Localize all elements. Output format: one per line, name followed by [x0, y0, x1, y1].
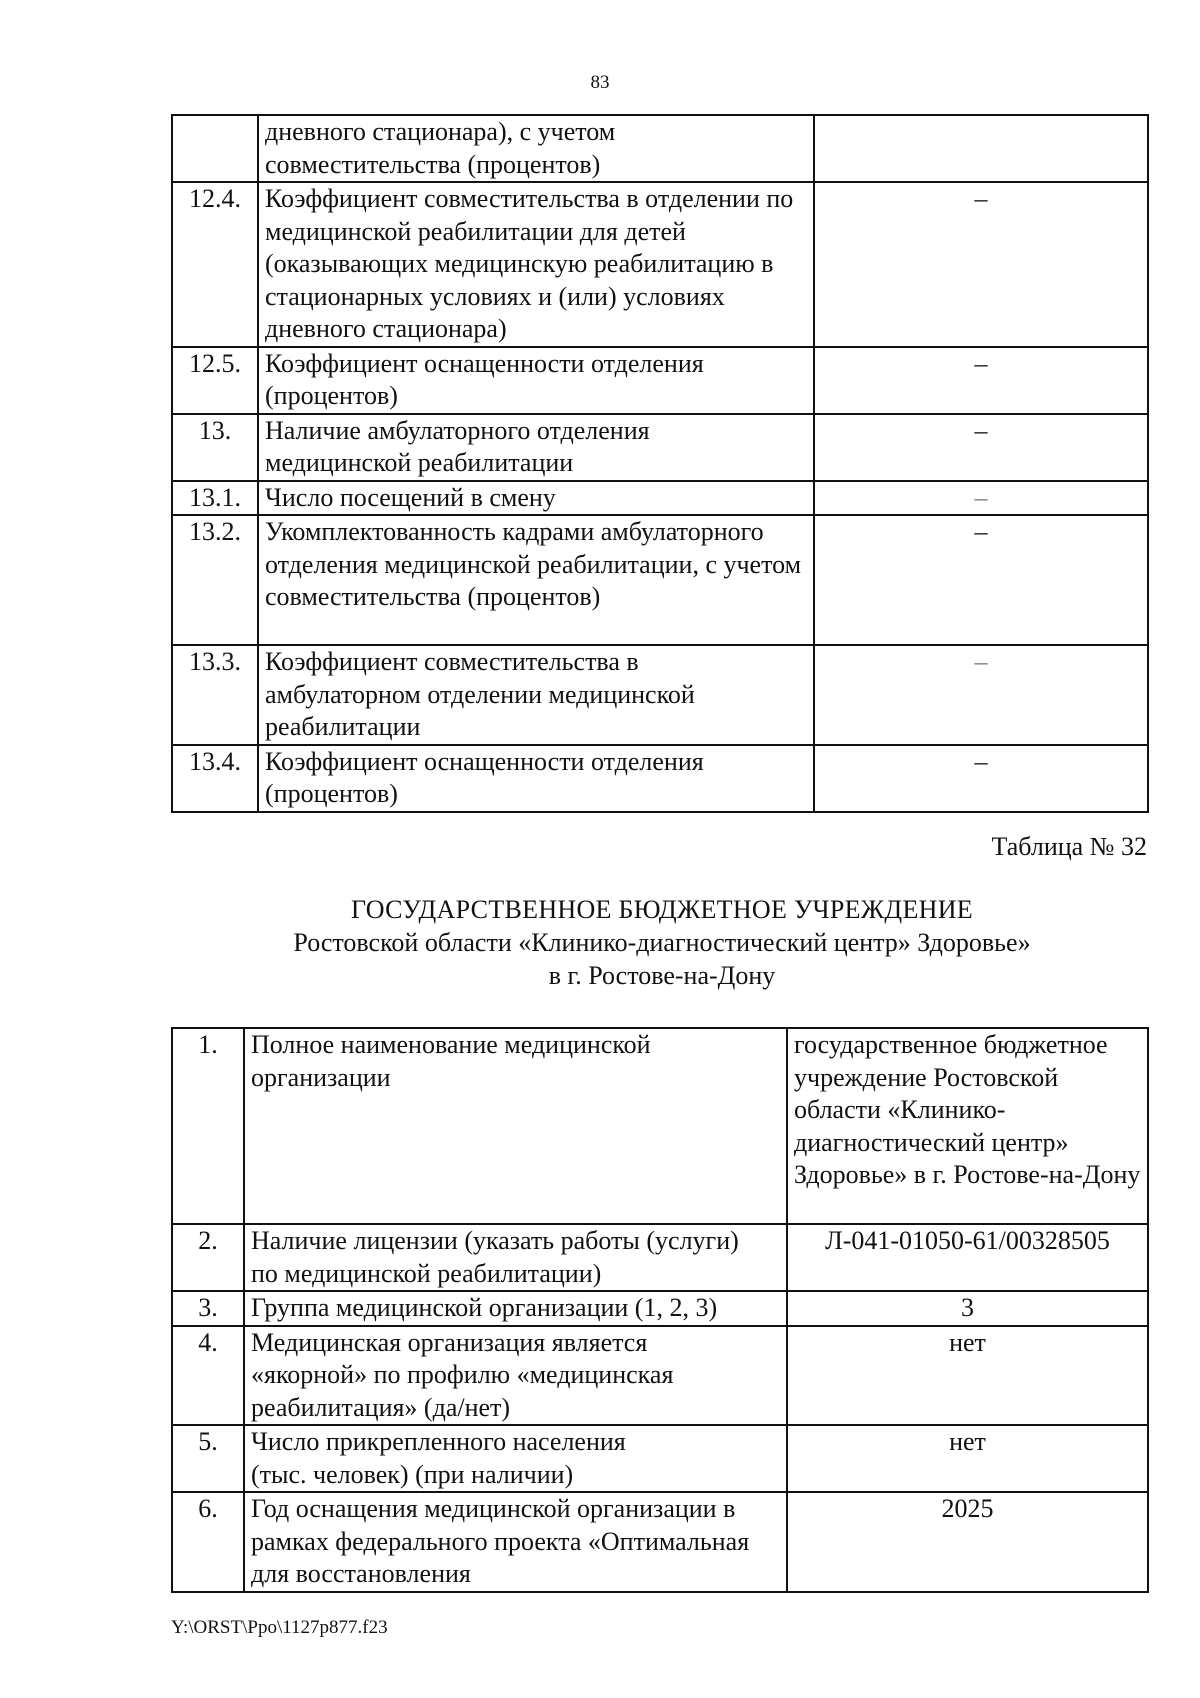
row-value: 2025	[787, 1492, 1148, 1592]
row-text: Коэффициент совместительства в отделении по медицинской реабилитации для детей (оказывающих медицинскую реабилитацию в стационарных условиях и (или) условиях дневного стационара)	[258, 182, 814, 347]
row-value: –	[814, 645, 1148, 745]
table-row	[172, 182, 1148, 347]
row-value: –	[814, 515, 1148, 645]
table-row	[172, 1028, 1148, 1224]
table-row	[172, 1425, 1148, 1492]
table-row	[172, 515, 1148, 645]
row-number: 13.1.	[172, 481, 258, 516]
row-value: –	[814, 745, 1148, 812]
row-text: Группа медицинской организации (1, 2, 3)	[244, 1291, 787, 1326]
row-number: 4.	[172, 1326, 244, 1426]
row-number: 5.	[172, 1425, 244, 1492]
page-number: 83	[590, 72, 610, 93]
row-number: 13.	[172, 414, 258, 481]
row-text: Год оснащения медицинской организации в рамках федерального проекта «Оптимальная для восстановления	[244, 1492, 787, 1592]
table-row	[172, 115, 1148, 182]
continued-table	[171, 114, 1149, 813]
row-text: Число прикрепленного населения (тыс. человек) (при наличии)	[244, 1425, 787, 1492]
organization-table	[171, 1027, 1149, 1593]
row-text: Число посещений в смену	[258, 481, 814, 516]
row-number: 13.3.	[172, 645, 258, 745]
row-value: нет	[787, 1425, 1148, 1492]
row-number: 13.4.	[172, 745, 258, 812]
organization-title-line: ГОСУДАРСТВЕННОЕ БЮДЖЕТНОЕ УЧРЕЖДЕНИЕ	[351, 895, 973, 924]
table-row	[172, 481, 1148, 516]
organization-title-line: Ростовской области «Клинико-диагностический центр» Здоровье»	[293, 928, 1031, 957]
row-value: Л-041-01050-61/00328505	[787, 1224, 1148, 1291]
row-text: Коэффициент оснащенности отделения (процентов)	[258, 745, 814, 812]
row-value: 3	[787, 1291, 1148, 1326]
row-value: нет	[787, 1326, 1148, 1426]
table-row	[172, 414, 1148, 481]
table-row	[172, 745, 1148, 812]
row-value: –	[814, 347, 1148, 414]
row-text: Коэффициент совместительства в амбулаторном отделении медицинской реабилитации	[258, 645, 814, 745]
row-number: 13.2.	[172, 515, 258, 645]
row-number: 12.5.	[172, 347, 258, 414]
row-number: 1.	[172, 1028, 244, 1224]
row-number	[172, 115, 258, 182]
row-text: Наличие амбулаторного отделения медицинской реабилитации	[258, 414, 814, 481]
row-text: Полное наименование медицинской организации	[244, 1028, 787, 1224]
table-caption: Таблица № 32	[991, 832, 1147, 861]
row-text: Медицинская организация является «якорной» по профилю «медицинская реабилитация» (да/нет)	[244, 1326, 787, 1426]
footer-file-path: Y:\ORST\Ppo\1127p877.f23	[171, 1617, 388, 1638]
row-value: государственное бюджетное учреждение Ростовской области «Клинико-диагностический центр» Здоровье» в г. Ростове-на-Дону	[787, 1028, 1148, 1224]
row-value	[814, 115, 1148, 182]
table-row	[172, 1326, 1148, 1426]
table-row	[172, 645, 1148, 745]
organization-title	[0, 893, 1200, 992]
row-text: дневного стационара), с учетом совместительства (процентов)	[258, 115, 814, 182]
row-text: Укомплектованность кадрами амбулаторного отделения медицинской реабилитации, с учетом совместительства (процентов)	[258, 515, 814, 645]
table-row	[172, 347, 1148, 414]
row-value: –	[814, 481, 1148, 516]
row-number: 2.	[172, 1224, 244, 1291]
row-number: 6.	[172, 1492, 244, 1592]
row-number: 3.	[172, 1291, 244, 1326]
row-text: Наличие лицензии (указать работы (услуги) по медицинской реабилитации)	[244, 1224, 787, 1291]
organization-title-line: в г. Ростове-на-Дону	[548, 961, 776, 990]
row-value: –	[814, 414, 1148, 481]
row-value: –	[814, 182, 1148, 347]
table-row	[172, 1492, 1148, 1592]
row-number: 12.4.	[172, 182, 258, 347]
table-row	[172, 1224, 1148, 1291]
row-text: Коэффициент оснащенности отделения (процентов)	[258, 347, 814, 414]
table-row	[172, 1291, 1148, 1326]
